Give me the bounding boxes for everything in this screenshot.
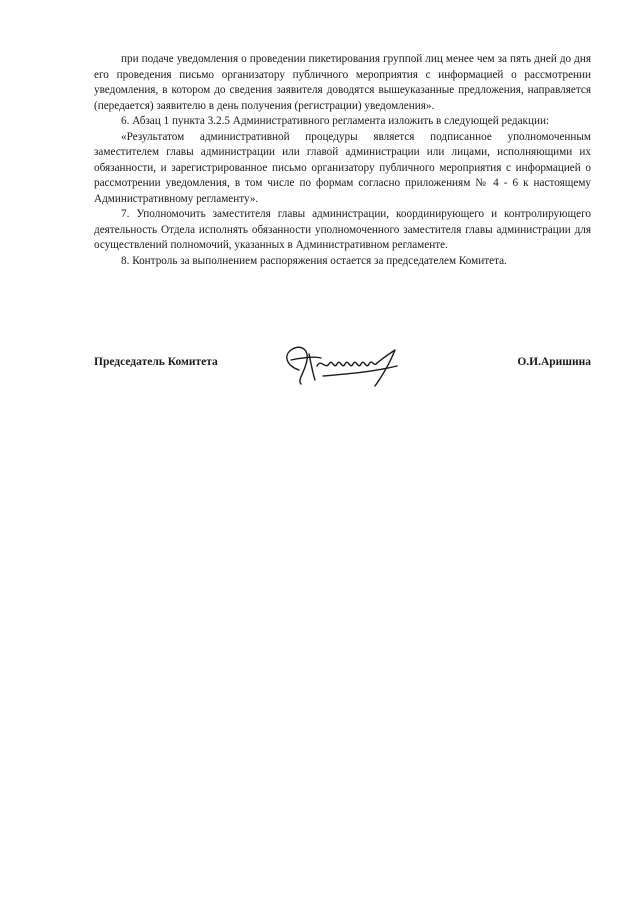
handwritten-signature-icon <box>277 336 412 394</box>
paragraph-quote: «Результатом административной процедуры является подписанное уполномоченным заместителем главы администрации или главой администрации или лицами, исполняющими их обязанности, и зарегистрированное письмо организатору публичного мероприятия с информацией о рассмотрении уведомления, в том числе по формам согласно приложениям № 4 - 6 к настоящему Административному регламенту». <box>94 130 591 205</box>
paragraph-item-6: 6. Абзац 1 пункта 3.2.5 Административного регламента изложить в следующей редакции: <box>121 115 550 127</box>
paragraph-continuation: при подаче уведомления о проведении пикетирования группой лиц менее чем за пять дней до дня его проведения письмо организатору публичного мероприятия с информацией о рассмотрении уведомления, в котором до сведения заявителя доводятся вышеуказанные предложения, направляется (передается) заявителю в день получения (регистрации) уведомления». <box>94 53 591 112</box>
paragraph-item-7: 7. Уполномочить заместителя главы администрации, координирующего и контролирующего деятельность Отдела исполнять обязанности уполномоченного заместителя главы администрации для осуществлений полномочий, указанных в Административном регламенте. <box>94 208 591 251</box>
signatory-title: Председатель Комитета <box>94 356 218 368</box>
paragraph-item-8: 8. Контроль за выполнением распоряжения остается за председателем Комитета. <box>121 254 507 267</box>
document-body <box>94 52 591 269</box>
signature-block <box>94 336 591 396</box>
signatory-name: О.И.Аришина <box>517 356 591 368</box>
